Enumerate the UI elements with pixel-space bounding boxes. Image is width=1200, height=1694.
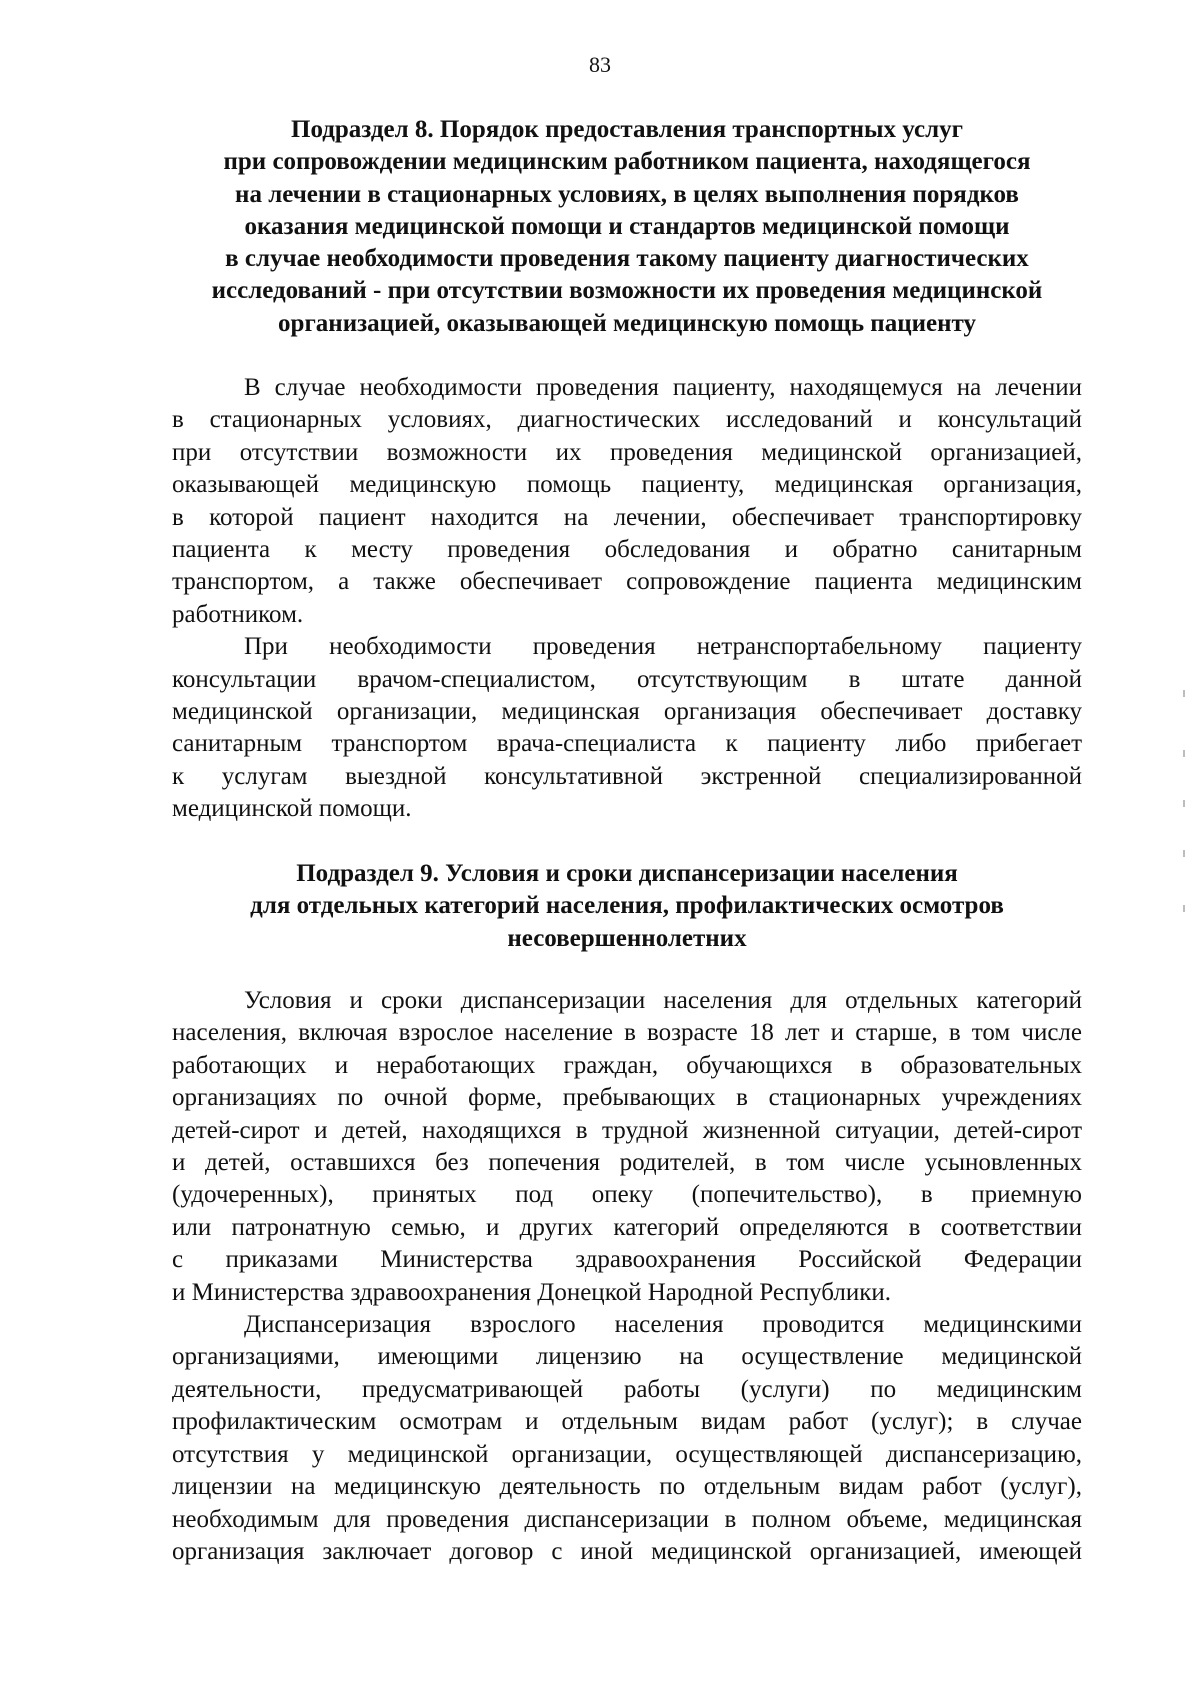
text-line: работником.	[172, 600, 304, 628]
text-line: санитарным транспортом врача-специалиста к пациенту либо прибегает	[172, 730, 1082, 758]
text-line: отсутствия у медицинской организации, осуществляющей диспансеризацию,	[172, 1440, 1082, 1468]
scan-margin-marks	[1183, 690, 1189, 920]
scan-mark	[1183, 905, 1185, 912]
text-line: при отсутствии возможности их проведения медицинской организацией,	[172, 438, 1082, 466]
text-line: медицинской организации, медицинская организация обеспечивает доставку	[172, 698, 1082, 726]
text-line: пациента к месту проведения обследования и обратно санитарным	[172, 536, 1082, 564]
heading-line: Подраздел 9. Условия и сроки диспансеризации населения	[296, 860, 958, 887]
text-line: При необходимости проведения нетранспортабельному пациенту	[244, 633, 1082, 661]
section-9-heading	[172, 858, 1082, 955]
heading-line: на лечении в стационарных условиях, в целях выполнения порядков	[235, 180, 1019, 208]
section-8-heading	[172, 114, 1082, 340]
text-line: медицинской помощи.	[172, 795, 412, 823]
text-line: организациях по очной форме, пребывающих в стационарных учреждениях	[172, 1084, 1082, 1112]
text-line: детей-сирот и детей, находящихся в трудной жизненной ситуации, детей-сирот	[172, 1116, 1082, 1144]
text-line: оказывающей медицинскую помощь пациенту, медицинская организация,	[172, 471, 1082, 499]
page-number: 83	[589, 52, 611, 77]
text-line: деятельности, предусматривающей работы (услуги) по медицинским	[172, 1375, 1082, 1403]
heading-line: Подраздел 8. Порядок предоставления транспортных услуг	[291, 116, 963, 143]
heading-line: в случае необходимости проведения такому пациенту диагностических	[225, 245, 1029, 273]
heading-line: для отдельных категорий населения, профилактических осмотров	[250, 892, 1004, 920]
text-line: В случае необходимости проведения пациенту, находящемуся на лечении	[244, 374, 1082, 401]
text-line: или патронатную семью, и других категорий определяются в соответствии	[172, 1213, 1082, 1241]
text-line: (удочеренных), принятых под опеку (попечительство), в приемную	[172, 1181, 1082, 1209]
scan-mark	[1183, 750, 1185, 757]
scan-mark	[1183, 690, 1185, 697]
text-line: работающих и неработающих граждан, обучающихся в образовательных	[172, 1051, 1082, 1079]
text-line: организациями, имеющими лицензию на осуществление медицинской	[172, 1343, 1082, 1371]
section-8-body	[172, 372, 1082, 826]
section-9-body	[172, 985, 1082, 1568]
heading-line: несовершеннолетних	[507, 924, 747, 952]
scan-mark	[1183, 800, 1185, 807]
text-line: необходимым для проведения диспансеризации в полном объеме, медицинская	[172, 1505, 1082, 1533]
paragraph	[172, 985, 1082, 1309]
text-line: Условия и сроки диспансеризации населения для отдельных категорий	[244, 987, 1082, 1014]
text-line: консультации врачом-специалистом, отсутствующим в штате данной	[172, 665, 1082, 693]
paragraph	[172, 1309, 1082, 1568]
text-line: к услугам выездной консультативной экстренной специализированной	[172, 762, 1082, 790]
text-line: Диспансеризация взрослого населения проводится медицинскими	[244, 1311, 1082, 1339]
paragraph	[172, 631, 1082, 825]
paragraph	[172, 372, 1082, 631]
text-line: профилактическим осмотрам и отдельным видам работ (услуг); в случае	[172, 1408, 1082, 1436]
heading-line: исследований - при отсутствии возможности их проведения медицинской	[211, 277, 1043, 305]
text-line: в которой пациент находится на лечении, обеспечивает транспортировку	[172, 503, 1082, 531]
text-line: с приказами Министерства здравоохранения Российской Федерации	[172, 1246, 1082, 1274]
text-line: населения, включая взрослое население в возрасте 18 лет и старше, в том числе	[172, 1019, 1082, 1047]
text-line: транспортом, а также обеспечивает сопровождение пациента медицинским	[172, 568, 1082, 596]
text-line: и детей, оставшихся без попечения родителей, в том числе усыновленных	[172, 1149, 1082, 1177]
text-line: организация заключает договор с иной медицинской организацией, имеющей	[172, 1537, 1082, 1565]
text-line: лицензии на медицинскую деятельность по отдельным видам работ (услуг),	[172, 1473, 1082, 1501]
text-line: в стационарных условиях, диагностических исследований и консультаций	[172, 406, 1082, 434]
heading-line: оказания медицинской помощи и стандартов медицинской помощи	[244, 212, 1010, 240]
text-line: и Министерства здравоохранения Донецкой Народной Республики.	[172, 1278, 892, 1306]
scan-mark	[1183, 850, 1185, 857]
heading-line: при сопровождении медицинским работником пациента, находящегося	[223, 148, 1031, 176]
heading-line: организацией, оказывающей медицинскую помощь пациенту	[278, 309, 976, 337]
